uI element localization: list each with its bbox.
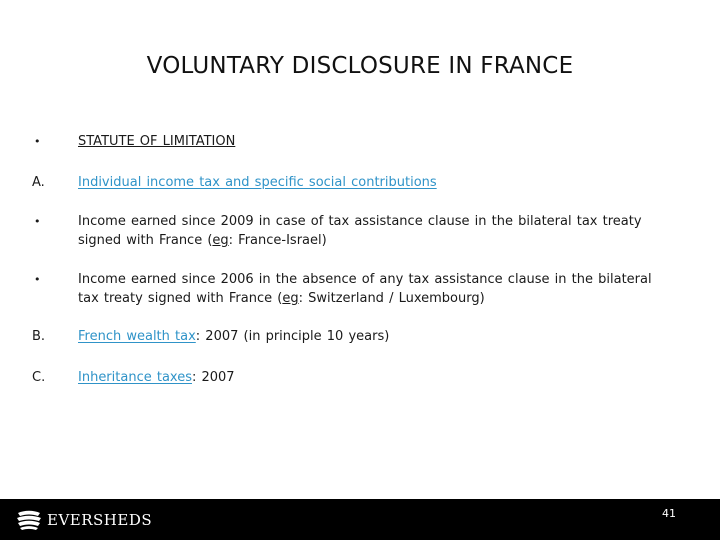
abbr-eg: eg (212, 233, 229, 248)
bullet-income-2006 (32, 270, 652, 308)
individual-income-tax-link[interactable]: Individual income tax and specific social contributions (78, 175, 437, 190)
slide-title: VOLUNTARY DISCLOSURE IN FRANCE (146, 53, 574, 79)
footer-bar (0, 499, 720, 540)
statute-heading: STATUTE OF LIMITATION (78, 134, 236, 149)
section-c (32, 368, 652, 387)
inheritance-tax-detail: : 2007 (191, 370, 235, 385)
logo-wordmark: EVERSHEDS (47, 511, 153, 529)
inheritance-taxes-link[interactable]: Inheritance taxes (78, 370, 192, 385)
eversheds-logo-icon (16, 509, 42, 531)
bullet-marker: • (34, 135, 41, 148)
section-c-marker: C. (32, 370, 46, 385)
bullet-statute-of-limitation (32, 132, 652, 151)
wealth-tax-detail: : 2007 (in principle 10 years) (195, 329, 390, 344)
bullet-marker: • (34, 273, 41, 286)
income-2006-text: Income earned since 2006 in the absence of any tax assistance clause in the bilateral tax treaty signed with France (eg: Switzerland / Luxembourg) (78, 272, 652, 306)
section-b-marker: B. (32, 329, 46, 344)
income-2009-text: Income earned since 2009 in case of tax assistance clause in the bilateral tax treaty signed with France (eg: France-Israel) (78, 214, 642, 248)
french-wealth-tax-link[interactable]: French wealth tax (78, 329, 196, 344)
abbr-eg: eg (282, 291, 299, 306)
page-number: 41 (662, 507, 676, 520)
bullet-marker: • (34, 215, 41, 228)
section-a (32, 173, 652, 192)
eversheds-logo (16, 509, 152, 531)
bullet-income-2009 (32, 212, 652, 250)
section-b (32, 327, 652, 346)
section-a-marker: A. (32, 175, 45, 190)
